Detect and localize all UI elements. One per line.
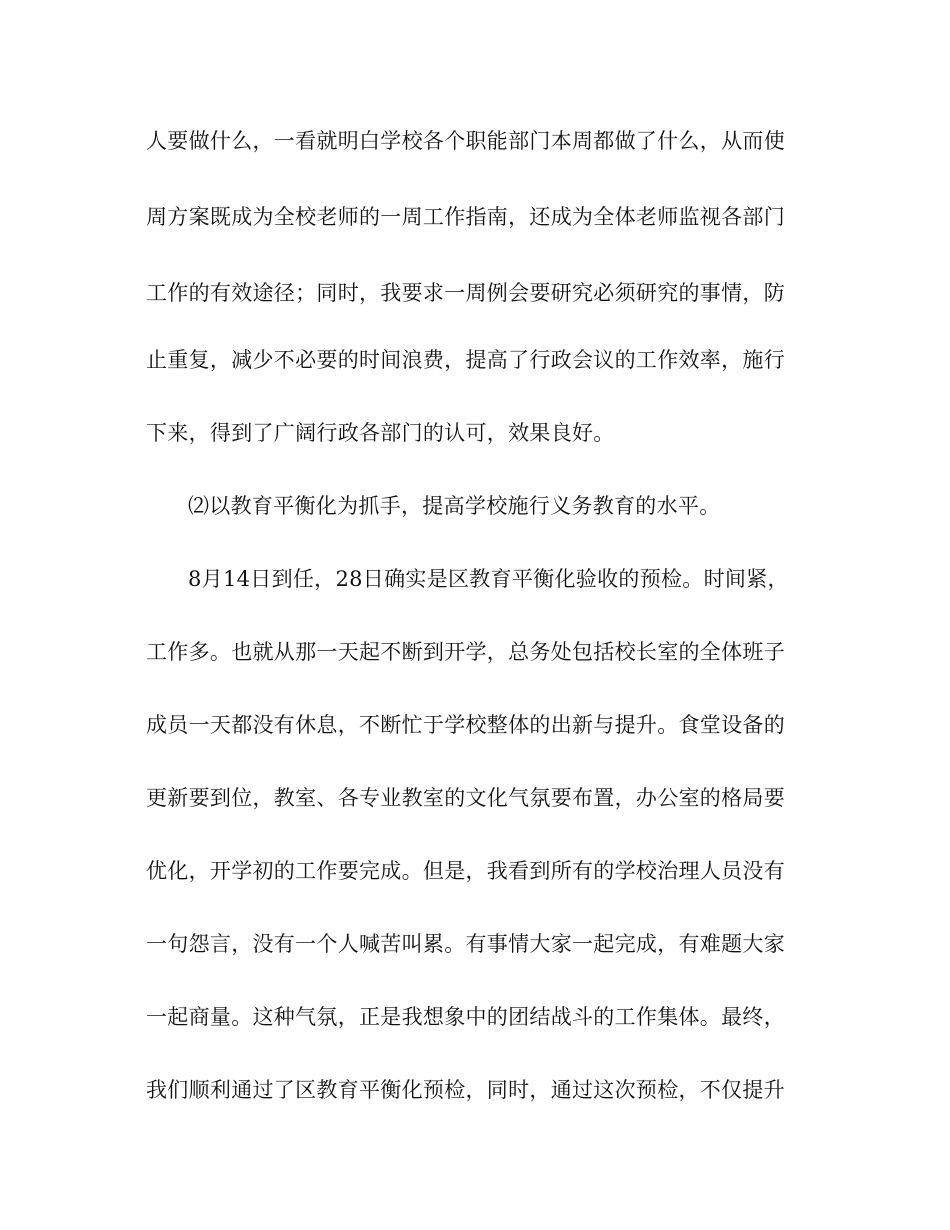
text-line: 一句怨言，没有一个人喊苦叫累。有事情大家一起完成，有难题大家	[146, 932, 785, 956]
text-line: 8月14日到任，28日确实是区教育平衡化验收的预检。时间紧，	[188, 567, 789, 591]
text-line: 止重复，减少不必要的时间浪费，提高了行政会议的工作效率，施行	[146, 348, 785, 372]
text-line: 更新要到位，教室、各专业教室的文化气氛要布置，办公室的格局要	[146, 786, 785, 810]
text-line: 人要做什么，一看就明白学校各个职能部门本周都做了什么，从而使	[146, 129, 785, 153]
text-line: 我们顺利通过了区教育平衡化预检，同时，通过这次预检，不仅提升	[146, 1078, 785, 1102]
section-heading: ⑵以教育平衡化为抓手，提高学校施行义务教育的水平。	[188, 494, 721, 518]
text-line: 优化，开学初的工作要完成。但是，我看到所有的学校治理人员没有	[146, 859, 785, 883]
text-line: 成员一天都没有休息，不断忙于学校整体的出新与提升。食堂设备的	[146, 713, 785, 737]
text-line: 工作多。也就从那一天起不断到开学，总务处包括校长室的全体班子	[146, 640, 785, 664]
text-line: 下来，得到了广阔行政各部门的认可，效果良好。	[146, 421, 615, 445]
text-line: 周方案既成为全校老师的一周工作指南，还成为全体老师监视各部门	[146, 205, 785, 229]
text-line: 一起商量。这种气氛，正是我想象中的团结战斗的工作集体。最终，	[146, 1005, 785, 1029]
text-line: 工作的有效途径；同时，我要求一周例会要研究必须研究的事情，防	[146, 281, 785, 305]
